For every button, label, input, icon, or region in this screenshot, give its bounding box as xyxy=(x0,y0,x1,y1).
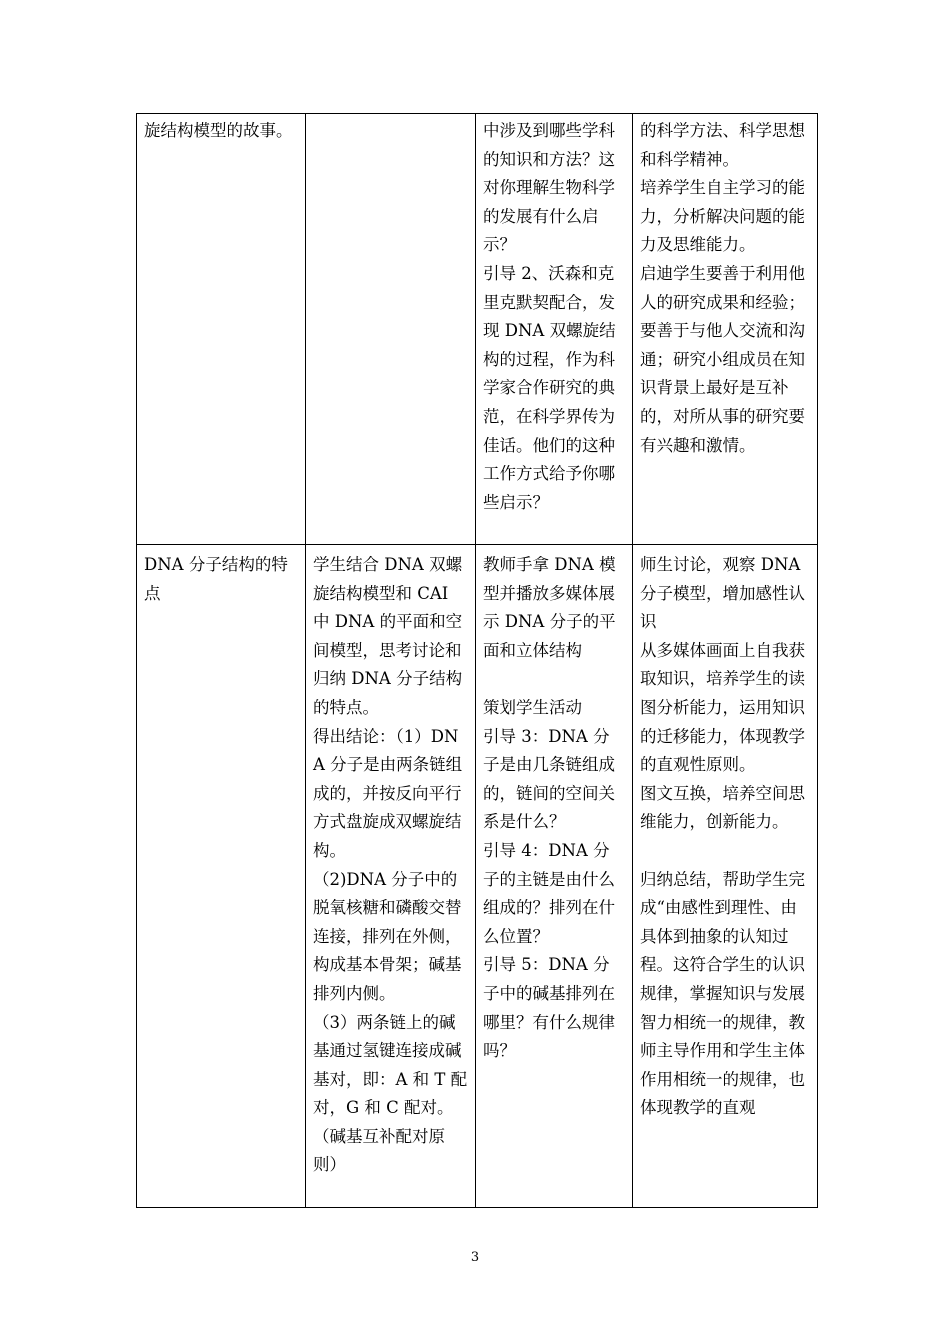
cell-text: 师生讨论，观察 DNA 分子模型，增加感性认识 xyxy=(640,555,805,632)
table-row xyxy=(137,114,818,545)
cell-text: 培养学生自主学习的能力，分析解决问题的能力及思维能力。 xyxy=(640,178,805,255)
cell-design-intent xyxy=(633,114,818,545)
cell-text: 教师手拿 DNA 模型并播放多媒体展示 DNA 分子的平面和立体结构 xyxy=(483,555,616,660)
cell-text: 引导 5：DNA 分子中的碱基排列在哪里？有什么规律吗？ xyxy=(483,955,615,1061)
table-row xyxy=(137,545,818,1208)
cell-text: 图文互换，培养空间思维能力，创新能力。 xyxy=(640,783,805,832)
cell-text: 策划学生活动 xyxy=(483,697,582,717)
blank-line xyxy=(483,665,626,694)
cell-text: 从多媒体画面上自我获取知识，培养学生的读图分析能力，运用知识的迁移能力，体现教学的直观性原则。 xyxy=(640,640,805,775)
cell-text: 得出结论：（1）DNA 分子是由两条链组成的，并按反向平行方式盘旋成双螺旋结构。 xyxy=(313,726,463,860)
blank-line xyxy=(640,837,811,866)
cell-text: 的科学方法、科学思想和科学精神。 xyxy=(640,121,805,169)
cell-design-intent xyxy=(633,545,818,1208)
cell-text: （3）两条链上的碱基通过氢键连接成碱基对，即：A 和 T 配对，G 和 C 配对。（碱基互补配对原则） xyxy=(313,1012,468,1175)
cell-text: 引导 4：DNA 分子的主链是由什么组成的？排列在什么位置？ xyxy=(483,840,615,946)
cell-topic xyxy=(137,545,306,1208)
lesson-plan-table xyxy=(136,113,818,1208)
cell-topic xyxy=(137,114,306,545)
page-number: 3 xyxy=(470,1250,480,1265)
cell-text: 引导 3：DNA 分子是由几条链组成的，链间的空间关系是什么？ xyxy=(483,726,615,832)
cell-text: 旋结构模型的故事。 xyxy=(144,121,293,140)
cell-text: 归纳总结，帮助学生完成“由感性到理性、由具体到抽象的认知过程。这符合学生的认识规律，掌握知识与发展智力相统一的规律，教师主导作用和学生主体作用相统一的规律，也体现教学的直观 xyxy=(640,869,805,1118)
cell-student-activity xyxy=(306,114,476,545)
cell-text: （2)DNA 分子中的脱氧核糖和磷酸交替连接，排列在外侧，构成基本骨架；碱基排列内侧。 xyxy=(313,869,462,1003)
cell-text: 中涉及到哪些学科的知识和方法？这对你理解生物科学的发展有什么启示？ xyxy=(483,121,615,255)
cell-text: DNA 分子结构的特点 xyxy=(144,555,288,603)
cell-student-activity xyxy=(306,545,476,1208)
cell-text: 学生结合 DNA 双螺旋结构模型和 CAI 中 DNA 的平面和空间模型，思考讨论和归纳 DNA 分子结构的特点。 xyxy=(313,555,463,717)
cell-teacher-activity xyxy=(476,545,633,1208)
cell-text: 启迪学生要善于利用他人的研究成果和经验；要善于与他人交流和沟通；研究小组成员在知识背景上最好是互补的，对所从事的研究要有兴趣和激情。 xyxy=(640,263,805,455)
cell-text: 引导 2、沃森和克里克默契配合，发现 DNA 双螺旋结构的过程，作为科学家合作研究的典范，在科学界传为佳话。他们的这种工作方式给予你哪些启示？ xyxy=(483,263,616,512)
cell-teacher-activity xyxy=(476,114,633,545)
